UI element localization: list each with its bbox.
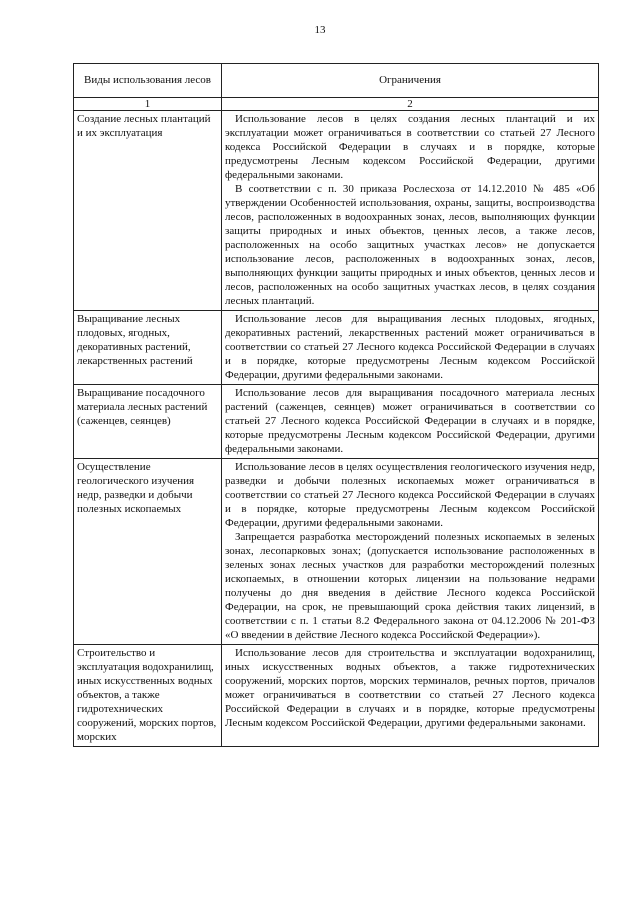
restriction-paragraph: Запрещается разработка месторождений полезных ископаемых в зеленых зонах, лесопарковых зонах; (допускается использование расположенных в зеленых зонах лесных участков для разработки месторождений полезных ископаемых, в отношении которых лицензии на пользование недрами получены до дня введения в действие Лесного кодекса Российской Федерации, на срок, не превышающий срока действия таких лицензий, в соответствии с п. 1 статьи 8.2 Федерального закона от 04.12.2006 № 201-ФЗ «О введении в действие Лесного кодекса Российской Федерации»). (225, 531, 595, 641)
usage-kind-cell: Строительство и эксплуатация водохранилищ, иных искусственных водных объектов, а также гидротехнических сооружений, морских портов, морских (74, 645, 222, 747)
restriction-cell (222, 385, 599, 459)
column-header-restrictions: Ограничения (222, 64, 599, 98)
table-header-row (74, 64, 599, 98)
column-number-row (74, 98, 599, 111)
restriction-paragraph: Использование лесов для выращивания лесных плодовых, ягодных, декоративных растений, лекарственных растений может ограничиваться в соответствии со статьей 27 Лесного кодекса Российской Федерации в случаях и в порядке, которые предусмотрены Лесным кодексом Российской Федерации, другими федеральными законами. (225, 313, 595, 381)
table-row (74, 111, 599, 311)
usage-kind-cell: Выращивание посадочного материала лесных растений (саженцев, сеянцев) (74, 385, 222, 459)
table-row (74, 459, 599, 645)
table-row (74, 645, 599, 747)
restriction-paragraph: Использование лесов для выращивания посадочного материала лесных растений (саженцев, сеянцев) может ограничиваться в соответствии со статьей 27 Лесного кодекса Российской Федерации в случаях и в порядке, которые предусмотрены Лесным кодексом Российской Федерации, другими федеральными законами. (225, 387, 595, 455)
restriction-cell (222, 645, 599, 747)
table-row (74, 311, 599, 385)
column-number: 1 (74, 98, 222, 111)
restrictions-table (73, 63, 599, 747)
column-header-kinds: Виды использования лесов (74, 64, 222, 98)
restriction-paragraph: Использование лесов для строительства и эксплуатации водохранилищ, иных искусственных водных объектов, а также гидротехнических сооружений, морских портов, морских терминалов, речных портов, причалов может ограничиваться в соответствии со статьей 27 Лесного кодекса Российской Федерации в случаях и в порядке, которые предусмотрены Лесным кодексом Российской Федерации, другими федеральными законами. (225, 647, 595, 729)
restriction-cell (222, 311, 599, 385)
usage-kind-cell: Выращивание лесных плодовых, ягодных, декоративных растений, лекарственных растений (74, 311, 222, 385)
restriction-paragraph: В соответствии с п. 30 приказа Рослесхоза от 14.12.2010 № 485 «Об утверждении Особенностей использования, охраны, защиты, воспроизводства лесов, расположенных в водоохранных зонах, лесов, выполняющих функции защиты природных и иных объектов, ценных лесов, а также лесов, расположенных на особо защитных участках лесов» не допускается использование лесов, расположенных в водоохранных зонах, лесов, выполняющих функции защиты природных и иных объектов, ценных лесов и лесов, расположенных на особо защитных участках лесов, в целях создания лесных плантаций. (225, 183, 595, 307)
usage-kind-cell: Осуществление геологического изучения недр, разведки и добычи полезных ископаемых (74, 459, 222, 645)
page-number: 13 (314, 24, 326, 36)
restriction-paragraph: Использование лесов в целях осуществления геологического изучения недр, разведки и добычи полезных ископаемых может ограничиваться в соответствии со статьей 27 Лесного кодекса Российской Федерации в случаях и в порядке, которые предусмотрены Лесным кодексом Российской Федерации, другими федеральными законами. (225, 461, 595, 529)
usage-kind-cell: Создание лесных плантаций и их эксплуатация (74, 111, 222, 311)
restriction-cell (222, 111, 599, 311)
restriction-cell (222, 459, 599, 645)
table-row (74, 385, 599, 459)
restriction-paragraph: Использование лесов в целях создания лесных плантаций и их эксплуатации может ограничиваться в соответствии со статьей 27 Лесного кодекса Российской Федерации в случаях и в порядке, которые предусмотрены Лесным кодексом Российской Федерации, другими федеральными законами. (225, 113, 595, 181)
column-number: 2 (222, 98, 599, 111)
